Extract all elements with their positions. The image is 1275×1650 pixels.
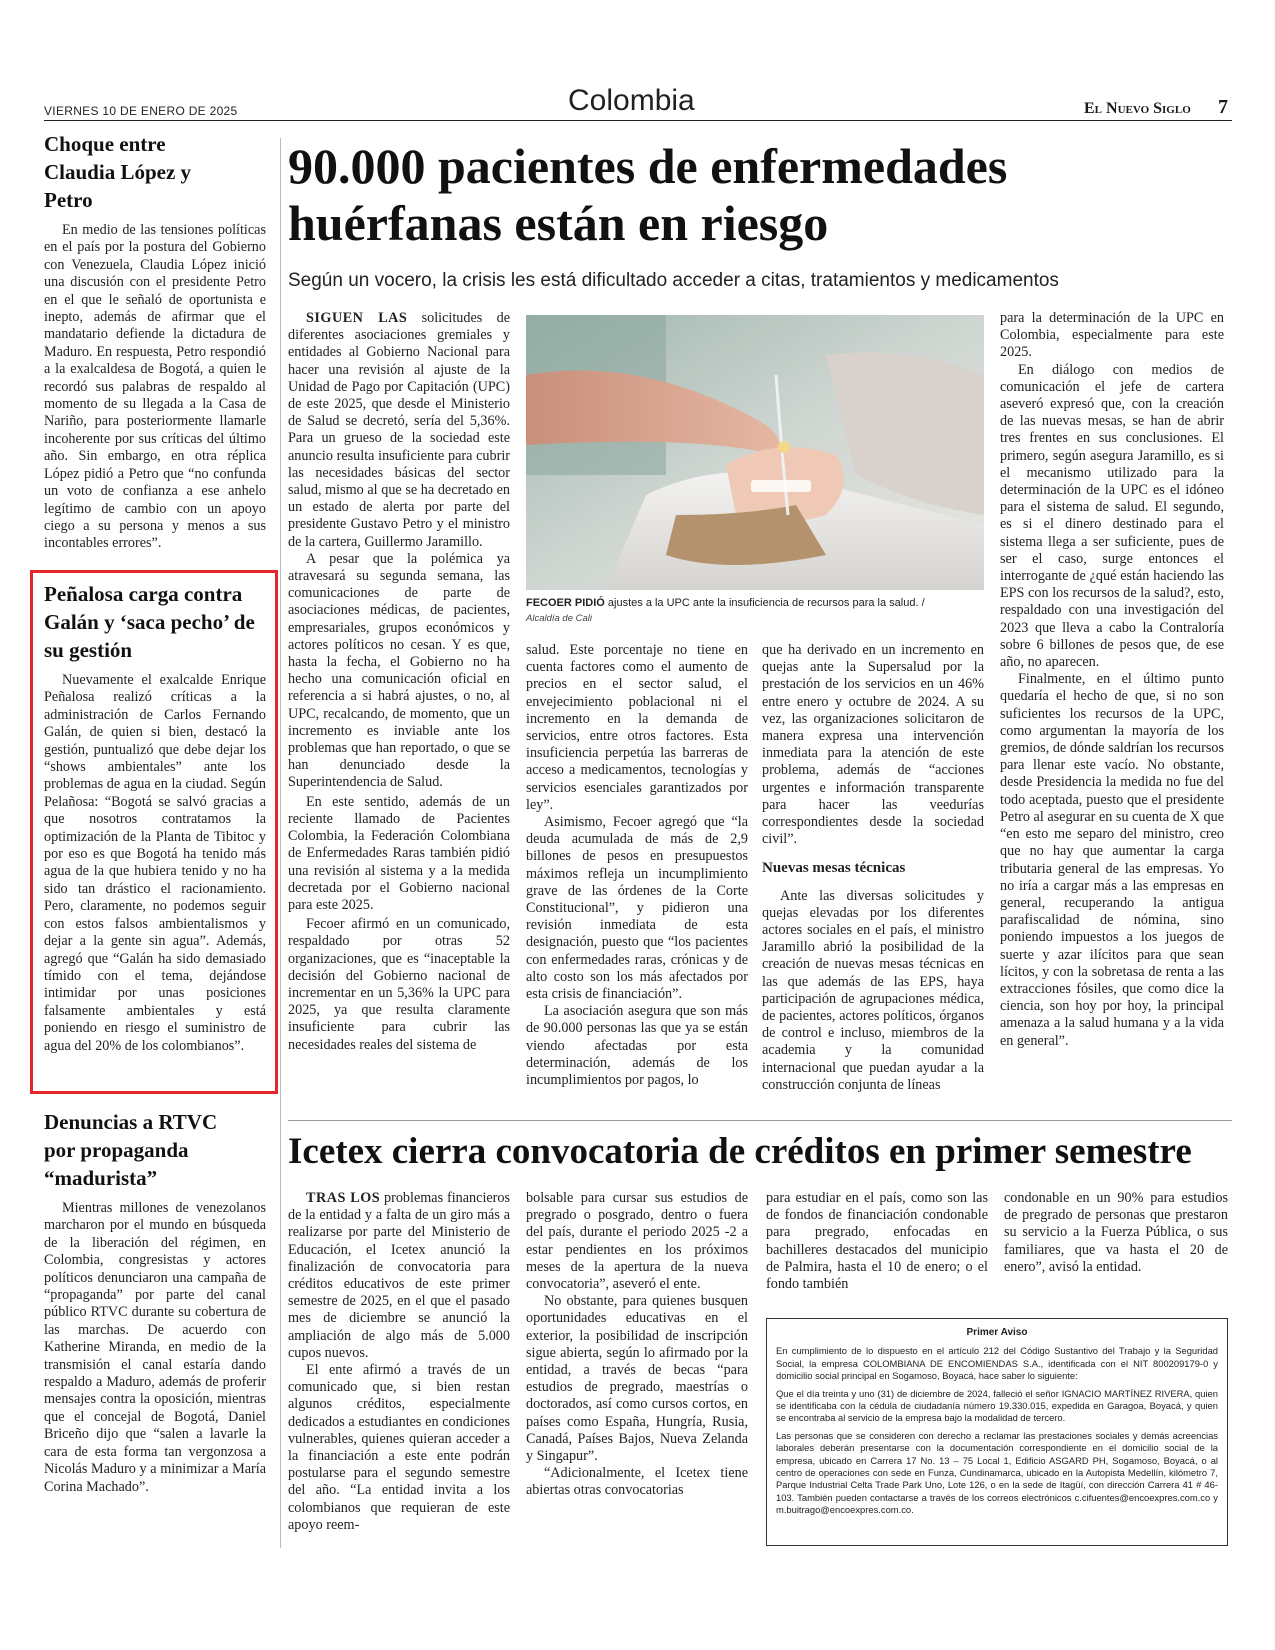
main-headline: 90.000 pacientes de enfermedades huérfanas están en riesgo (288, 138, 1008, 251)
page-number: 7 (1218, 96, 1228, 118)
paragraph: que ha derivado en un incremento en quejas ante la Supersalud por la prestación de los servicios en un 46% entre enero y octubre de 2024. A su vez, las organizaciones solicitaron de manera expresa una intervención inmediata para la atención de este problema, además de “acciones urgentes e información transparente para hacer las veedurías correspondientes desde la sociedad civil”. (762, 642, 984, 848)
legal-notice (766, 1318, 1228, 1546)
caption-text: ajustes a la UPC ante la insuficiencia de recursos para la salud. / (607, 597, 925, 609)
paragraph: Ante las diversas solicitudes y quejas elevadas por los diferentes actores sociales en el país, el ministro Jaramillo abrió la posibilidad de la creación de nuevas mesas técnicas en las que además de las EPS, haya participación de agrupaciones médica, de pacientes, actores políticos, órganos de control e incluso, miembros de la academia y la comunidad internacional que puedan ayudar a la construcción conjunta de líneas (762, 887, 984, 1093)
lead-in: TRAS LOS (306, 1190, 381, 1206)
newspaper-brand: El Nuevo Siglo (1084, 100, 1191, 117)
notice-title: Primer Aviso (966, 1327, 1028, 1338)
paragraph: para estudiar en el país, como son las de fondos de financiación condonable para pregrado, enfocadas en bachilleres destacados del municipio de Palmira, hasta el 10 de enero; o el fondo también (766, 1190, 988, 1293)
article-divider (288, 1120, 1232, 1121)
iv-drip-hand-photo (526, 315, 984, 590)
second-column-1 (288, 1190, 510, 1534)
paragraph: Fecoer afirmó en un comunicado, respaldado por otras 52 organizaciones, que es “inaceptable la decisión del Gobierno nacional de incrementar en un 5,36% la UPC para 2025, ya que resulta claramente insuficiente para cubrir las necesidades reales del sistema de (288, 916, 510, 1053)
photo-credit: Alcaldía de Cali (526, 613, 593, 624)
news-photo (526, 315, 984, 590)
sidebar-story-body: Nuevamente el exalcalde Enrique Peñalosa realizó críticas a la administración de Carlos Fernando Galán, de quien si bien, destacó la gestión, puntualizó que debe dejar los “shows ambientales” ante los problemas de agua en la ciudad. Según Pelañosa: “Bogotá se salvó gracias a que nosotros contratamos la optimización de la Planta de Tibitoc y por eso es que Bogotá ha tenido más agua de la que hubiera tenido y no ha sido tan drástico el racionamiento. Pero, claramente, no podemos seguir con estos falsos ambientalismos y dejar a la gente sin agua”. Además, agregó que “Galán ha sido demasiado tímido con el tema, dejándose intimidar por unas posiciones falsamente ambientales y está poniendo en riesgo el suministro de agua del 20% de los colombianos”. (44, 672, 266, 1054)
paragraph: condonable en un 90% para estudios de pregrado de personas que prestaron su servicio a la Fuerza Pública, o sus familiares, que va hasta el 20 de enero”, avisó la entidad. (1004, 1190, 1228, 1275)
main-column-2 (526, 642, 748, 1089)
paragraph: para la determinación de la UPC en Colombia, especialmente para este 2025. (1000, 310, 1224, 361)
sidebar-story-lopez-petro (44, 130, 266, 553)
paragraph: salud. Este porcentaje no tiene en cuenta factores como el aumento de precios en el sector salud, el envejecimiento poblacional ni el incremento en la demanda de servicios, entre otros factores. Esta insuficiencia perpetúa las barreras de acceso a medicamentos, tecnologías y servicios esenciales garantizados por ley”. (526, 642, 748, 813)
caption-lead: FECOER PIDIÓ (526, 597, 605, 609)
sidebar-story-title: Peñalosa carga contra Galán y ‘saca pecho’ de su gestión (44, 582, 255, 662)
paragraph: solicitudes de diferentes asociaciones gremiales y entidades al Gobierno Nacional para hacer una revisión al ajuste de la Unidad de Pago por Capitación (UPC) de este 2025, que desde el Ministerio de Salud se decretó, sería del 5,36%. Para un grueso de la sociedad este anuncio resulta insuficiente para cubrir las necesidades básicas del sector salud, mismo al que se ha decretado en un estado de alerta por parte del presidente Gustavo Petro y el ministro de la cartera, Guillermo Jaramillo. (288, 310, 511, 550)
photo-caption (526, 596, 984, 626)
section-title: Colombia (568, 84, 695, 117)
paragraph: No obstante, para quienes busquen oportunidades educativas en el exterior, la posibilidad de inscripción sigue abierta, según lo afirmado por la entidad, a través de becas “para estudios de pregrado, maestrías o doctorados, así como cursos cortos, en países como España, Hungría, Rusia, Canadá, Países Bajos, Nueva Zelanda y Singapur”. (526, 1293, 748, 1465)
second-column-2 (526, 1190, 748, 1500)
sidebar-story-body: Mientras millones de venezolanos marcharon por el mundo en búsqueda de la liberación del régimen, en Colombia, congresistas y actores políticos denunciaron una campaña de “propaganda” por parte del canal público RTVC durante su cobertura de las marchas. De acuerdo con Katherine Miranda, en medio de la transmisión el canal estaría dando respaldo a Maduro, además de proferir mensajes contra la oposición, mientras que el concejal de Bogotá, Daniel Briceño dijo que “salen a lavarle la cara de esta forma tan vergonzosa a Nicolás Maduro y a minimizar a María Corina Machado”. (44, 1200, 266, 1495)
column-divider (280, 138, 281, 1548)
second-column-3 (766, 1190, 988, 1293)
second-headline: Icetex cierra convocatoria de créditos en primer semestre (288, 1131, 1192, 1172)
main-deck: Según un vocero, la crisis les está dificultado acceder a citas, tratamientos y medicamentos (288, 270, 1059, 291)
paragraph: El ente afirmó a través de un comunicado que, si bien restan algunos créditos, especialmente dedicados a estudiantes en condiciones vulnerables, quienes quieran acceder a la financiación a este ente podrán postularse para el segundo semestre del año. “La entidad invita a los colombianos que requieran de este apoyo reem- (288, 1362, 510, 1533)
sidebar-story-rtvc (44, 1108, 266, 1496)
paragraph: Finalmente, en el último punto quedaría el hecho de que, si no son suficientes los recursos de la UPC, como argumentan la mayoría de los gremios, de dónde saldrían los recursos para llenar este vacío. No obstante, desde Presidencia la medida no fue del todo aceptada, puesto que el presidente Petro al asegurar en su cuenta de X que “en esto me separo del ministro, creo que no hay que aumentar la carga tributaria general de las empresas. Yo no iría a cargar más a las empresas en general, recuperando la antigua parafiscalidad de nómina, sino poniendo impuestos a los juegos de suerte y azar ilícitos para que sean lícitos, y con la sobretasa de renta a las extracciones fósiles, que como dice la ciencia, son hoy por hoy, la principal amenaza a la salud humana y a la vida en general”. (1000, 671, 1224, 1049)
lead-in: SIGUEN LAS (306, 310, 408, 326)
sidebar-story-penalosa (44, 580, 266, 1055)
paragraph: La asociación asegura que son más de 90.000 personas las que ya se están viendo afectadas por esta determinación, además de los incumplimientos por pagos, lo (526, 1003, 748, 1089)
notice-paragraph: Las personas que se consideren con derecho a reclamar las prestaciones sociales y demás acreencias laborales deberán presentarse con la documentación correspondiente en el domicilio social de la empresa, ubicado en Carrera 17 No. 13 – 75 Local 1, Edificio ASGARD PH, Sogamoso, Boyacá, o al centro de operaciones con sede en Funza, Cundinamarca, ubicado en la Autopista Medellín, kilómetro 7, Parque Industrial Celta Trade Park Uno, Lote 126, o en la sede de Itagüí, con dirección Carrera 41 # 46-103. También pueden contactarse a través de los correos electrónicos c.cifuentes@encoexpres.com.co y m.buitrago@encoexpres.com.co. (776, 1429, 1218, 1516)
notice-paragraph: En cumplimiento de lo dispuesto en el artículo 212 del Código Sustantivo del Trabajo y la Seguridad Social, la empresa COLOMBIANA DE ENCOMIENDAS S.A., identificada con el NIT 800209179-0 y domicilio social principal en Sogamoso, Boyacá, hace saber lo siguiente: (776, 1345, 1218, 1382)
second-column-4 (1004, 1190, 1228, 1276)
subheading: Nuevas mesas técnicas (762, 860, 906, 877)
edition-date: VIERNES 10 DE ENERO DE 2025 (44, 104, 238, 118)
paragraph: En diálogo con medios de comunicación el jefe de cartera aseveró expresó que, con la creación de las nuevas mesas, se han de abrir tres frentes en sus conclusiones. El primero, según asegura Jaramillo, es si el mecanismo utilizado para la determinación de la UPC es el idóneo para el sistema de salud. El segundo, es si el dinero destinado para el sistema llega a ser suficiente, pues de ser el caso, surge entonces el interrogante de ¿qué están haciendo las EPS con los recursos de la salud?, esto, respaldado con una investigación del 2023 que lleva a cabo la Contraloría sobre 6 billones de pesos que, de ese año, no aparecen. (1000, 361, 1224, 671)
paragraph: bolsable para cursar sus estudios de pregrado o posgrado, dentro o fuera del país, durante el periodo 2025 -2 a estar pendientes en los próximos meses de la apertura de la nueva convocatoria”, aseveró el ente. (526, 1190, 748, 1293)
main-column-1 (288, 310, 510, 1054)
paragraph: Asimismo, Fecoer agregó que “la deuda acumulada de más de 2,9 billones de pesos en presupuestos máximos refleja un incumplimiento grave de las órdenes de la Corte Constitucional”, y pidieron una revisión inmediata de esta designación, puesto que “los pacientes con enfermedades raras, crónicas y de alto costo son los más afectados por esta crisis de financiación”. (526, 814, 748, 1003)
sidebar-story-title: Choque entre Claudia López y Petro (44, 132, 192, 212)
notice-paragraph: Que el día treinta y uno (31) de diciembre de 2024, falleció el señor IGNACIO MARTÍNEZ RIVERA, quien se identificaba con la cédula de ciudadanía número 19.330.015, expedida en Garagoa, Boyacá, y quien se encontraba al servicio de la empresa bajo la modalidad de tercero. (776, 1387, 1218, 1424)
header-rule (44, 120, 1232, 121)
paragraph: A pesar que la polémica ya atravesará su segunda semana, las comunicaciones de parte de asociaciones médicas, de pacientes, empresariales, grupos económicos y actores políticos no cesan. Y es que, hasta la fecha, el Gobierno no ha hecho una comunicación oficial en referencia a si habrá ajustes, o no, al UPC, recalcando, de momento, que un incremento es inviable ante los problemas que han reportado, o que se han denunciado desde la Superintendencia de Salud. (288, 550, 510, 791)
sidebar-story-body: En medio de las tensiones políticas en el país por la postura del Gobierno con Venezuela, Claudia López inició una discusión con el presidente Petro en el que le señaló de oportunista e inepto, además de afirmar que el mandatario defiende la dictadura de Maduro. En respuesta, Petro respondió a la exalcaldesa de Bogotá, a quien le recordó sus palabras de respaldo al momento de su llegada a la Casa de Nariño, para posteriormente llamarle incoherente por sus críticas del último año. Sin embargo, en otra réplica López pidió a Petro que “no confunda un voto de confianza a ese anhelo legítimo de cambio con un apoyo ciego a su persona y menos a sus incontables errores”. (44, 222, 266, 552)
paragraph: problemas financieros de la entidad y a falta de un giro más a realizarse por parte del Ministerio de Educación, el Icetex anunció la finalización de convocatoria para créditos educativos de este primer semestre de 2025, en el que el pasado mes de diciembre se anunció la ampliación de algo más de 5.000 cupos nuevos. (288, 1190, 511, 1361)
paragraph: “Adicionalmente, el Icetex tiene abiertas otras convocatorias (526, 1465, 748, 1499)
main-column-4 (1000, 310, 1224, 1050)
paragraph: En este sentido, además de un reciente llamado de Pacientes Colombia, la Federación Colombiana de Enfermedades Raras también pidió una revisión al sistema y a la medida decretada por el Gobierno nacional para este 2025. (288, 793, 510, 913)
main-column-3 (762, 642, 984, 1094)
sidebar-story-title: Denuncias a RTVC por propaganda “madurista” (44, 1110, 218, 1190)
